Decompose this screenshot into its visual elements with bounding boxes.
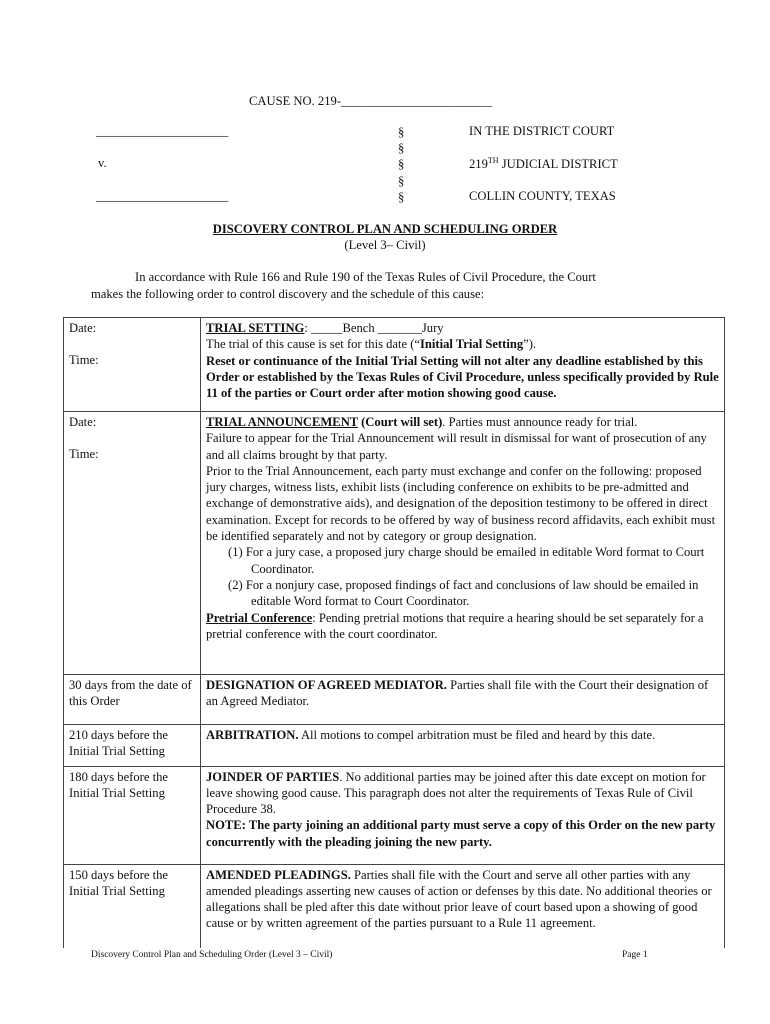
time-label: Time: — [69, 447, 99, 462]
date-cell — [64, 318, 201, 412]
district-ordinal-suffix: TH — [487, 156, 499, 165]
trial-announcement-cell — [201, 412, 725, 675]
district-label: JUDICIAL DISTRICT — [498, 157, 618, 172]
exchange-requirements: Prior to the Trial Announcement, each party must exchange and confer on the following: proposed jury charges, witness lists, exhibit lists (including conference on exhibits to be pre-admitted and exchange of demonstrative aids), and designation of the deposition testimony to be offered in direct examination. Except for records to be offered by way of business record affidavits, each exhibit must be identified separately and not by category or group designation. — [206, 463, 716, 544]
versus-label: v. — [98, 156, 107, 170]
page-number: Page 1 — [622, 950, 648, 960]
date-label: Date: — [69, 321, 97, 335]
list-item: (1) For a jury case, a proposed jury charge should be emailed in editable Word format to Court Coordinator. — [228, 545, 705, 576]
table-row — [64, 412, 725, 675]
joinder-note: NOTE: The party joining an additional party must serve a copy of this Order on the new party concurrently with the pleading joining the new party. — [206, 818, 716, 849]
date-cell — [64, 675, 201, 725]
intro-line-1: In accordance with Rule 166 and Rule 190 of the Texas Rules of Civil Procedure, the Court — [135, 270, 596, 284]
trial-announcement-heading: TRIAL ANNOUNCEMENT — [206, 415, 358, 429]
county-name: COLLIN COUNTY, TEXAS — [469, 189, 616, 203]
amended-pleadings-cell: AMENDED PLEADINGS. Parties shall file with the Court and serve all other parties with any amended pleadings asserting new causes of action or defenses by this date. No additional theories or allegations shall be pled after this date without prior leave of court based upon a showing of good cause or by written agreement of the parties pursuant to a Rule 11 agreement. — [201, 864, 725, 948]
trial-announcement-heading-line: TRIAL ANNOUNCEMENT (Court will set). Parties must announce ready for trial. — [206, 415, 638, 429]
date-cell — [64, 864, 201, 948]
court-name: IN THE DISTRICT COURT — [469, 124, 615, 138]
judicial-district — [469, 156, 618, 172]
plaintiff-blank: _____________________ — [96, 124, 229, 138]
date-cell — [64, 412, 201, 675]
footer-title: Discovery Control Plan and Scheduling Order (Level 3 – Civil) — [91, 950, 333, 960]
time-label: Time: — [69, 353, 99, 368]
date-cell — [64, 725, 201, 767]
document-subtitle: (Level 3– Civil) — [344, 238, 426, 252]
section-symbol: § — [398, 157, 405, 172]
deadline-label: 210 days before the Initial Trial Setting — [69, 728, 168, 759]
section-symbol: § — [398, 189, 405, 204]
deadline-label: 150 days before the Initial Trial Setting — [69, 867, 168, 898]
document-title: DISCOVERY CONTROL PLAN AND SCHEDULING ORDER — [212, 222, 558, 236]
mediator-heading: DESIGNATION OF AGREED MEDIATOR. — [206, 678, 447, 692]
deadline-label: 30 days from the date of this Order — [69, 678, 192, 709]
reset-continuance-notice: Reset or continuance of the Initial Trial Setting will not alter any deadline established by this Order or established by the Texas Rules of Civil Procedure, unless specifically provided by Rule 11 of the parties or Court order after motion showing good cause. — [206, 353, 719, 401]
table-row — [64, 318, 725, 412]
trial-setting-cell — [201, 318, 725, 412]
dismissal-warning: Failure to appear for the Trial Announcement will result in dismissal for want of prosecution of any and all claims brought by that party. — [206, 431, 707, 462]
trial-setting-description: The trial of this cause is set for this date (“Initial Trial Setting”). — [206, 337, 537, 352]
joinder-heading: JOINDER OF PARTIES — [206, 769, 340, 784]
pretrial-conference-label: Pretrial Conference — [206, 610, 313, 625]
section-symbol: § — [398, 125, 405, 139]
district-number: 219 — [469, 157, 488, 172]
joinder-cell: JOINDER OF PARTIES. No additional parties may be joined after this date except on motion for leave showing good cause. This paragraph does not alter the requirements of Texas Rule of Civil Procedure 38. NOTE: The party joining an additional party must serve a copy of this Order on the new party concurrently with the pleading joining the new party. — [201, 766, 725, 864]
date-cell — [64, 766, 201, 864]
trial-setting-heading: TRIAL SETTING — [206, 321, 305, 335]
list-item: (2) For a nonjury case, proposed findings of fact and conclusions of law should be emailed in editable Word format to Court Coordinator. — [228, 577, 699, 609]
defendant-blank: _____________________ — [96, 189, 229, 203]
section-symbol: § — [398, 141, 405, 156]
cause-number: CAUSE NO. 219-________________________ — [249, 94, 493, 108]
trial-setting-options: : _____Bench _______Jury — [304, 321, 444, 335]
schedule-table — [63, 317, 725, 948]
arbitration-heading: ARBITRATION. — [206, 728, 299, 742]
table-row — [64, 864, 725, 948]
arbitration-cell: ARBITRATION. All motions to compel arbitration must be filed and heard by this date. — [201, 725, 725, 767]
trial-setting-heading-line — [206, 320, 719, 336]
mediator-cell: DESIGNATION OF AGREED MEDIATOR. Parties shall file with the Court their designation of an Agreed Mediator. — [201, 675, 725, 725]
section-symbol: § — [398, 173, 405, 188]
table-row — [64, 675, 725, 725]
table-row — [64, 766, 725, 864]
amended-pleadings-heading: AMENDED PLEADINGS. — [206, 867, 351, 882]
date-label: Date: — [69, 415, 97, 429]
deadline-label: 180 days before the Initial Trial Setting — [69, 769, 168, 800]
intro-line-2: makes the following order to control discovery and the schedule of this cause: — [91, 287, 485, 301]
section-symbols — [398, 124, 404, 205]
table-row — [64, 725, 725, 767]
pretrial-conference-line: Pretrial Conference: Pending pretrial motions that require a hearing should be set separately for a pretrial conference with the court coordinator. — [206, 610, 704, 641]
